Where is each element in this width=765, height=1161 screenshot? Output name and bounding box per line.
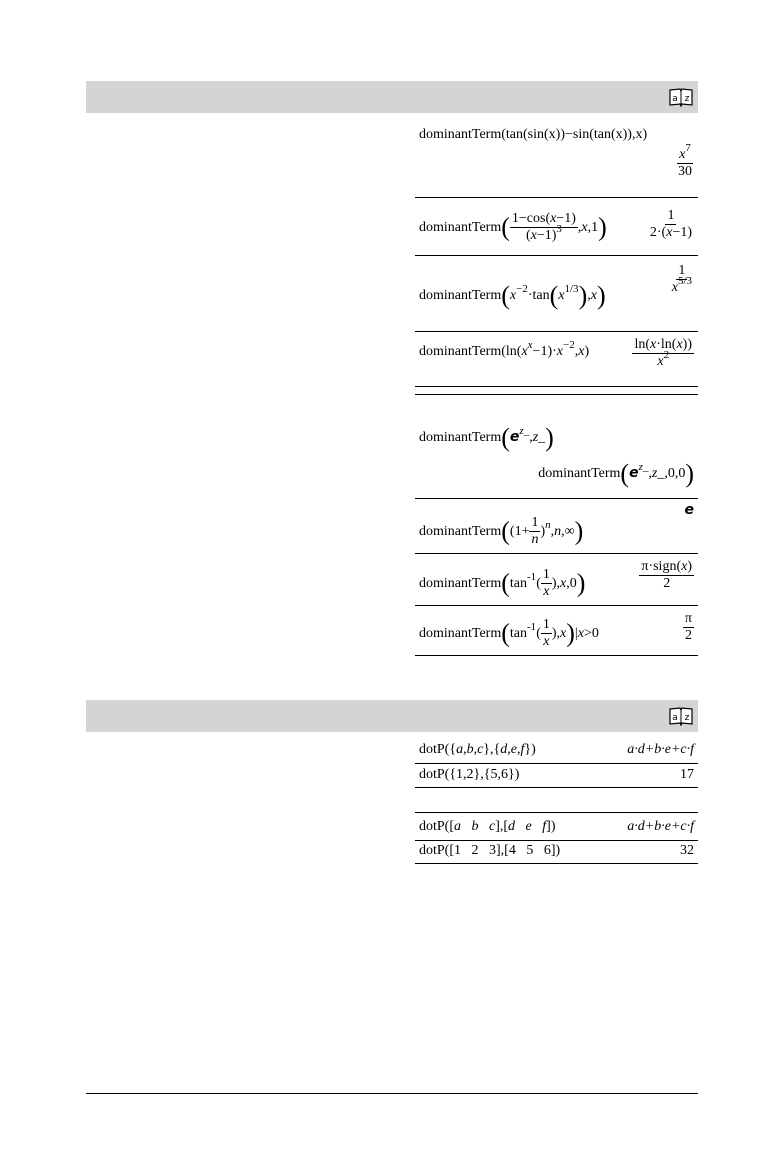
- example-result: $\frac{\ln(x\cdot\ln(x))}{x^2}$: [634, 337, 692, 370]
- example-row: [415, 605, 698, 656]
- example-row: [415, 255, 698, 332]
- svg-text:a: a: [672, 713, 678, 723]
- example-expression: dominantTerm((1+ $\frac{1}{n}$ )$^n$,n,∞): [419, 515, 584, 548]
- example-expression: dotP([1 2 3],[4 5 6]): [419, 843, 561, 858]
- example-expression: $dominantTerm(\tan^{-1}$( $\frac{1}{x}$ ),x)|x>0: [419, 617, 599, 650]
- example-result: a·d+b·e+c·f: [627, 742, 694, 757]
- svg-text:z: z: [684, 713, 690, 723]
- example-expression: dotP({1,2},{5,6}): [419, 767, 520, 782]
- example-result: $\frac{x^7}{30}$: [678, 142, 692, 180]
- example-result: $\frac{\pi}{2}$: [684, 611, 692, 644]
- example-result: 32: [680, 843, 694, 858]
- section-header-dotp: [86, 700, 698, 732]
- example-expression: dotP([a b c],[d e f]): [419, 819, 556, 834]
- svg-text:a: a: [672, 94, 678, 104]
- example-expression: dominantTerm( $\frac{1-\cos(x-1)}{(x-1)^3}$ ,x,1): [419, 211, 607, 244]
- example-result: $\frac{\text{π·sign(x)}}{2}$: [641, 559, 692, 592]
- example-expression: dotP({a,b,c},{d,e,f}): [419, 742, 536, 757]
- example-result: a·d+b·e+c·f: [627, 819, 694, 834]
- example-expression: $dominantTerm(\tan^{-1}$( $\frac{1}{x}$ ),x,0): [419, 567, 586, 600]
- example-expression: dominantTerm(tan(sin(x))−sin(tan(x)),x): [419, 127, 648, 142]
- example-row: [415, 553, 698, 606]
- example-expression: $dominantTerm(e^{z\_},z\_)$: [419, 423, 554, 452]
- catalog-book-icon: [668, 705, 694, 727]
- example-row: [415, 763, 698, 788]
- example-row: [415, 812, 698, 841]
- svg-text:z: z: [684, 94, 690, 104]
- example-result: e: [684, 502, 694, 518]
- example-row: [415, 497, 698, 554]
- example-row: [415, 113, 698, 198]
- example-result: $\frac{1}{2\cdot(x-1)}$: [649, 208, 692, 241]
- example-result: $\frac{1}{x^{5/3}}$: [671, 263, 692, 296]
- catalog-book-icon: [668, 86, 694, 108]
- example-result: 17: [680, 767, 694, 782]
- example-expression: $dominantTerm(x^{-2}\cdot\tan(x^{1/3}),x)$: [419, 281, 606, 310]
- example-row: [415, 736, 698, 764]
- example-row: [415, 839, 698, 864]
- footer-rule: [86, 1093, 698, 1094]
- example-row: [415, 197, 698, 256]
- example-row: [415, 394, 698, 499]
- example-expression: $dominantTerm(\ln(x^x-1)\cdot x^{-2},x)$: [419, 339, 590, 359]
- section-header-dominantterm: [86, 81, 698, 113]
- example-row: [415, 331, 698, 387]
- example-result: $dominantTerm(e^{z\_},z\_,0,0)$: [538, 459, 694, 488]
